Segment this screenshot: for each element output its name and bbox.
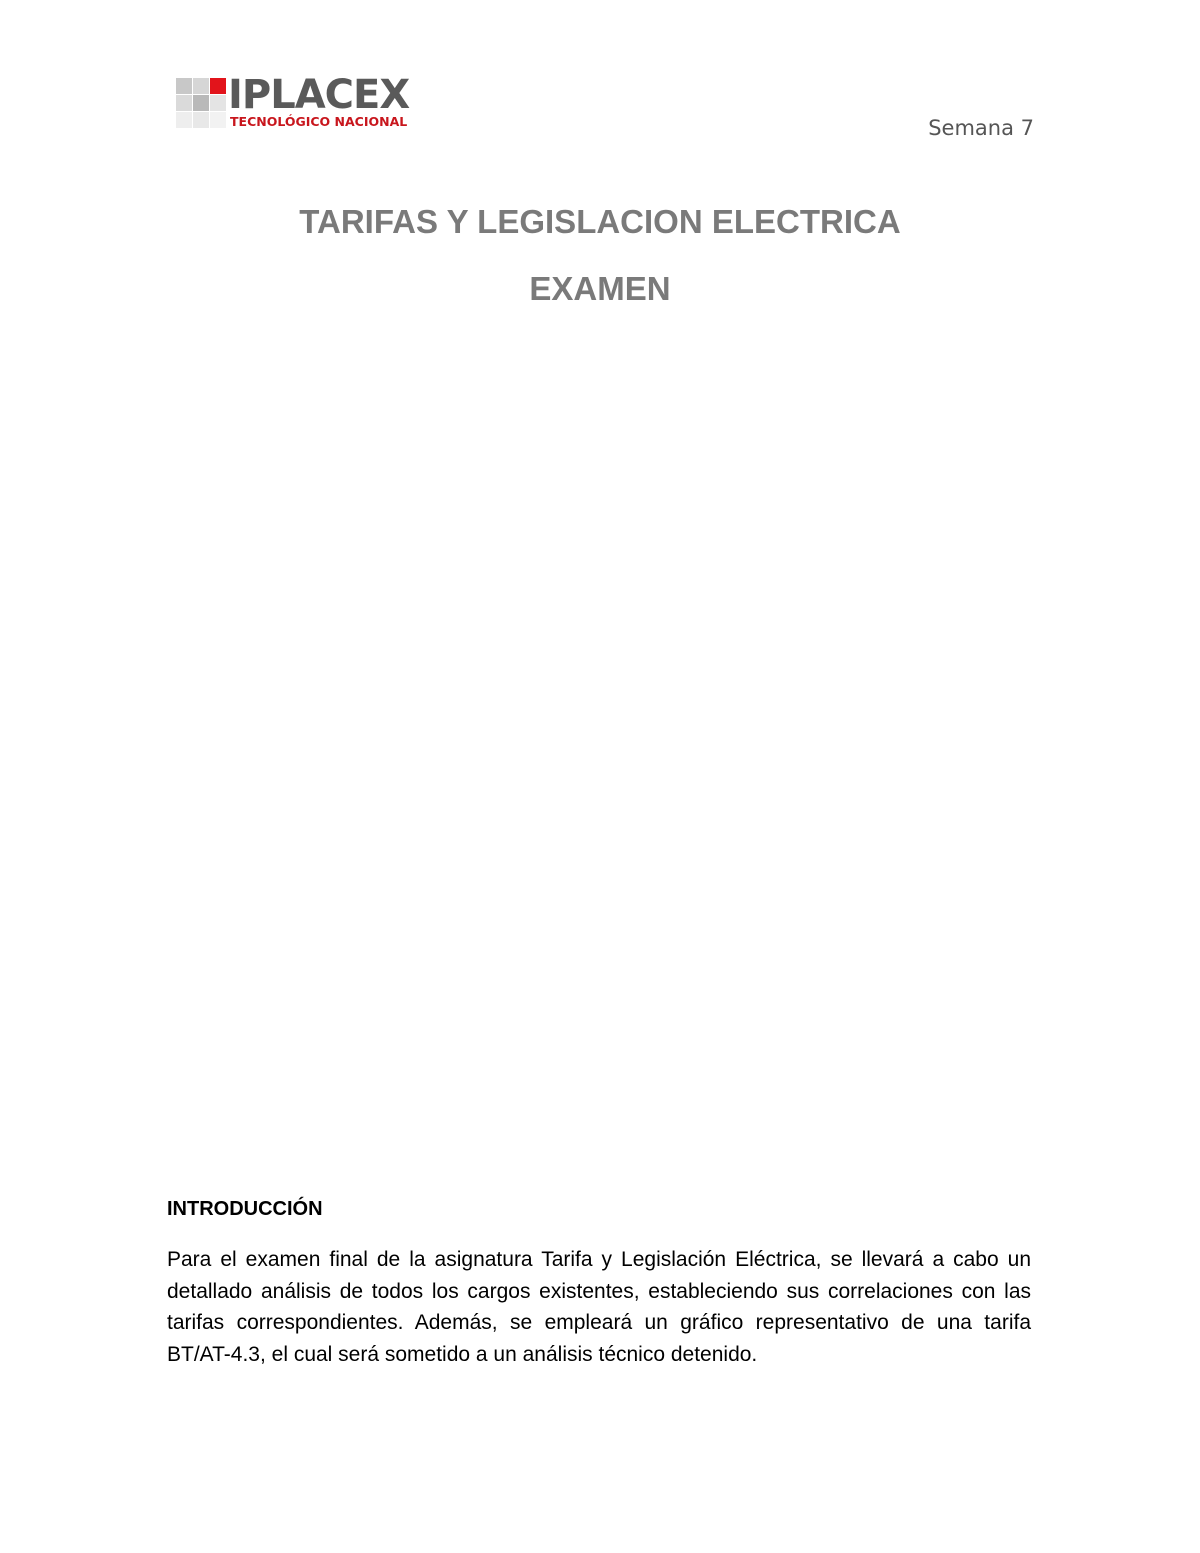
logo-subtitle: TECNOLÓGICO NACIONAL	[230, 114, 408, 129]
document-subtitle: EXAMEN	[529, 270, 671, 307]
document-title: TARIFAS Y LEGISLACION ELECTRICA	[299, 203, 901, 240]
iplacex-logo	[176, 72, 416, 130]
logo-mosaic-icon	[176, 78, 224, 127]
intro-paragraph: Para el examen final de la asignatura Tarifa y Legislación Eléctrica, se llevará a cabo un detallado análisis de todos los cargos existentes, estableciendo sus correlaciones con las tarifas correspondientes. Además, se empleará un gráfico representativo de una tarifa BT/AT-4.3, el cual será sometido a un análisis técnico detenido.	[167, 1248, 1031, 1366]
logo-text: IPLACEX	[228, 72, 410, 118]
week-label: Semana 7	[928, 116, 1034, 140]
section-heading: INTRODUCCIÓN	[167, 1198, 323, 1220]
